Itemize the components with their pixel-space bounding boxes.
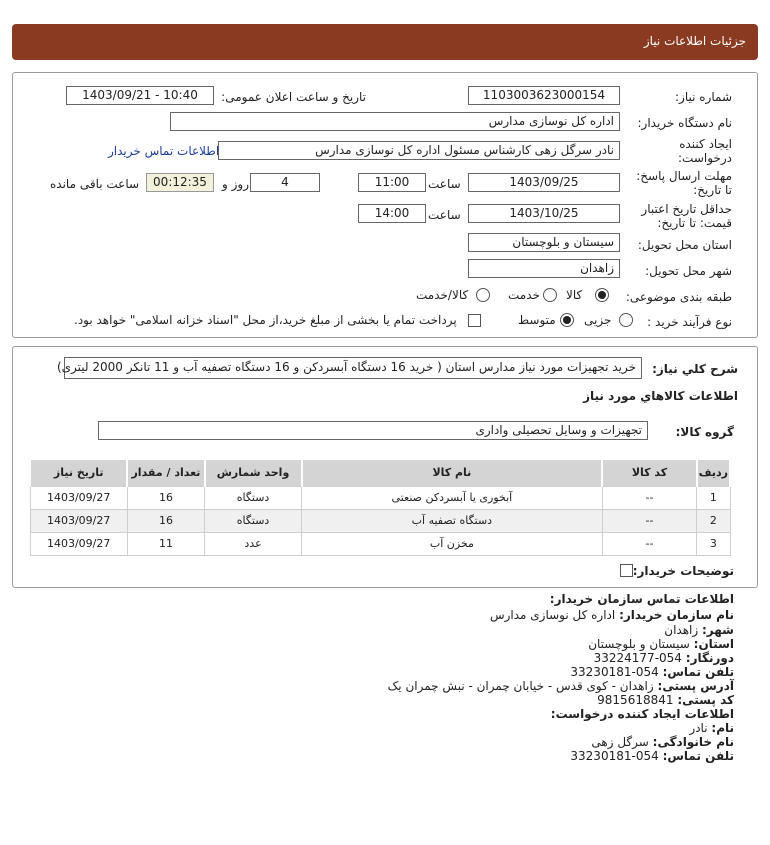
creator-label-2: درخواست: xyxy=(678,151,732,165)
category-goods-radio[interactable] xyxy=(595,288,609,302)
cell-unit: عدد xyxy=(205,532,302,555)
table-row xyxy=(30,532,730,555)
goods-group-label: گروه کالا: xyxy=(675,425,734,439)
goods-table-header-row xyxy=(30,460,730,486)
cell-unit: دستگاه xyxy=(205,486,302,509)
org-address-line: آدرس پستی: زاهدان - کوی قدس - خیابان چمران - نبش چمران یک xyxy=(387,679,734,693)
validity-time-field: 14:00 xyxy=(358,204,426,223)
buyer-field: اداره کل نوسازی مدارس xyxy=(170,112,620,131)
province-label: استان محل تحویل: xyxy=(637,238,732,252)
cell-quantity: 11 xyxy=(127,532,204,555)
treasury-payment-checkbox[interactable] xyxy=(468,314,481,327)
reply-time-label: ساعت xyxy=(428,177,461,191)
days-label: روز و xyxy=(222,177,249,191)
summary-label: شرح کلي نياز: xyxy=(652,362,738,376)
city-label: شهر محل تحویل: xyxy=(645,264,732,278)
remaining-timer: 00:12:35 xyxy=(146,173,214,192)
col-header-unit: واحد شمارش xyxy=(205,460,302,486)
creator-first-name-line: نام: نادر xyxy=(689,721,734,735)
remaining-label: ساعت باقی مانده xyxy=(50,177,140,191)
cell-need-date: 1403/09/27 xyxy=(30,486,127,509)
treasury-payment-note: پرداخت تمام یا بخشی از مبلغ خرید،از محل "اسناد خزانه اسلامی" خواهد بود. xyxy=(74,313,457,327)
category-label: طبقه بندی موضوعی: xyxy=(625,290,732,304)
process-medium-radio[interactable] xyxy=(560,313,574,327)
category-service-label: خدمت xyxy=(508,288,540,302)
process-label: نوع فرآیند خرید : xyxy=(647,315,732,329)
org-contact-title: اطلاعات تماس سازمان خریدار: xyxy=(549,592,734,606)
col-header-item-name: نام کالا xyxy=(302,460,603,486)
process-minor-label: جزیی xyxy=(584,313,612,327)
days-remaining-field: 4 xyxy=(250,173,320,192)
announce-field: 1403/09/21 - 10:40 xyxy=(66,86,214,105)
goods-table xyxy=(29,460,731,556)
col-header-quantity: تعداد / مقدار xyxy=(127,460,204,486)
cell-quantity: 16 xyxy=(127,509,204,532)
org-province-line: استان: سیستان و بلوچستان xyxy=(588,637,734,651)
cell-row-number: 2 xyxy=(697,509,730,532)
buyer-label: نام دستگاه خریدار: xyxy=(637,116,732,130)
creator-phone-line: تلفن تماس: 054-33230181 xyxy=(570,749,734,763)
goods-info-title: اطلاعات کالاهاي مورد نياز xyxy=(583,389,738,403)
cell-item-code: -- xyxy=(602,486,697,509)
need-number-label: شماره نیاز: xyxy=(675,90,732,104)
need-number-field: 1103003623000154 xyxy=(468,86,620,105)
validity-label-1: حداقل تاریخ اعتبار xyxy=(641,202,732,216)
cell-item-code: -- xyxy=(602,532,697,555)
cell-need-date: 1403/09/27 xyxy=(30,509,127,532)
page-title: جزئیات اطلاعات نیاز xyxy=(643,34,746,48)
province-field: سیستان و بلوچستان xyxy=(468,233,620,252)
reply-time-field: 11:00 xyxy=(358,173,426,192)
category-goods-service-label: کالا/خدمت xyxy=(416,288,469,302)
category-service-radio[interactable] xyxy=(543,288,557,302)
validity-date-field: 1403/10/25 xyxy=(468,204,620,223)
reply-deadline-label-1: مهلت ارسال پاسخ: xyxy=(636,169,732,183)
process-minor-radio[interactable] xyxy=(619,313,633,327)
reply-deadline-label-2: تا تاریخ: xyxy=(693,183,732,197)
col-header-row-number: ردیف xyxy=(697,460,730,486)
validity-time-label: ساعت xyxy=(428,208,461,222)
creator-label-1: ایجاد کننده xyxy=(679,137,732,151)
reply-date-field: 1403/09/25 xyxy=(468,173,620,192)
category-goods-label: کالا xyxy=(566,288,583,302)
table-row xyxy=(30,486,730,509)
goods-group-field: تجهیزات و وسایل تحصیلی واداری xyxy=(98,421,648,440)
announce-label: تاریخ و ساعت اعلان عمومی: xyxy=(221,90,366,104)
org-fax-line: دورنگار: 054-33224177 xyxy=(593,651,734,665)
page-header xyxy=(12,24,758,60)
cell-row-number: 1 xyxy=(697,486,730,509)
table-row xyxy=(30,509,730,532)
process-medium-label: متوسط xyxy=(518,313,556,327)
cell-item-name: آبخوری یا آبسردکن صنعتی xyxy=(302,486,603,509)
buyer-notes-label: توضیحات خریدار: xyxy=(632,564,734,578)
buyer-contact-link[interactable]: اطلاعات تماس خریدار xyxy=(108,144,220,158)
city-field: زاهدان xyxy=(468,259,620,278)
creator-field: نادر سرگل زهی کارشناس مسئول اداره کل نوسازی مدارس xyxy=(218,141,620,160)
col-header-need-date: تاریخ نیاز xyxy=(30,460,127,486)
creator-contact-title: اطلاعات ایجاد کننده درخواست: xyxy=(550,707,734,721)
cell-item-name: مخزن آب xyxy=(302,532,603,555)
buyer-notes-checkbox[interactable] xyxy=(620,564,633,577)
cell-unit: دستگاه xyxy=(205,509,302,532)
validity-label-2: قیمت: تا تاریخ: xyxy=(657,216,732,230)
summary-field: خرید تجهیزات مورد نیاز مدارس استان ( خرید 16 دستگاه آبسردکن و 16 دستگاه تصفیه آب و 11 تانکر 2000 لیتری) xyxy=(64,357,642,379)
org-postal-line: کد پستی: 9815618841 xyxy=(597,693,734,707)
cell-quantity: 16 xyxy=(127,486,204,509)
cell-row-number: 3 xyxy=(697,532,730,555)
category-goods-service-radio[interactable] xyxy=(476,288,490,302)
cell-item-name: دستگاه تصفیه آب xyxy=(302,509,603,532)
org-city-line: شهر: زاهدان xyxy=(664,623,734,637)
creator-last-name-line: نام خانوادگی: سرگل زهی xyxy=(591,735,734,749)
org-name-line: نام سازمان خریدار: اداره کل نوسازی مدارس xyxy=(489,608,734,622)
org-phone-line: تلفن تماس: 054-33230181 xyxy=(570,665,734,679)
cell-need-date: 1403/09/27 xyxy=(30,532,127,555)
cell-item-code: -- xyxy=(602,509,697,532)
col-header-item-code: کد کالا xyxy=(602,460,697,486)
